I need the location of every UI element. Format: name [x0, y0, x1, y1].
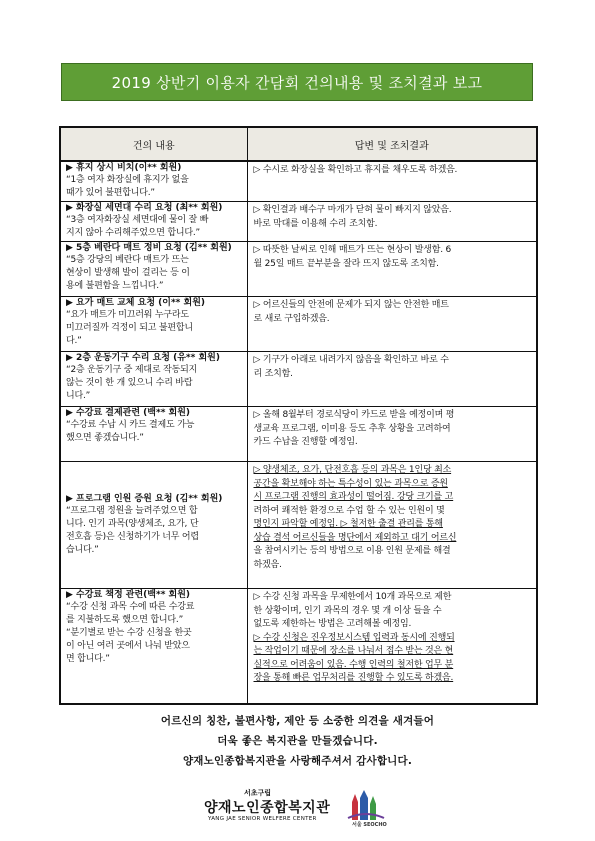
answer-line: ▷ 수강 신청 과목을 무제한에서 10개 과목으로 제한: [253, 592, 452, 602]
request-line: “2층 운동기구 중 제대로 작동되지: [66, 365, 198, 375]
answer-line: 바로 막대를 이용해 수리 조치함.: [253, 218, 378, 229]
answer-text: [254, 464, 533, 572]
request-line: “3층 여자화장실 세면대에 물이 잘 빠: [66, 215, 209, 225]
answer-line: 하겠음.: [253, 559, 282, 570]
request-line: 니다.”: [66, 391, 91, 401]
answer-line: 로 새로 구입하겠음.: [253, 313, 330, 324]
request-line: 때가 있어 불편합니다.”: [66, 188, 155, 198]
answer-line: ▷ 양생체조, 요가, 단전호흡 등의 과목은 1인당 최소: [253, 465, 452, 475]
answer-text: [254, 204, 533, 231]
answer-text: [254, 164, 533, 178]
request-cell: [60, 407, 247, 462]
request-title: ▶ 5층 베란다 매트 정비 요청 (김** 회원): [66, 243, 232, 253]
answer-line: ▷ 수시로 화장실을 확인하고 휴지를 채우도록 하겠음.: [253, 165, 458, 175]
logo-name: 양재노인종합복지관: [204, 800, 331, 816]
request-line: 용에 불편함을 느낍니다.”: [66, 281, 164, 291]
footer-line-3: 양재노인종합복지관을 사랑해주셔서 감사합니다.: [182, 755, 413, 767]
request-line: 를 지불하도록 했으면 합니다.”: [66, 615, 184, 625]
answer-line: 카드 수납을 진행할 예정임.: [253, 437, 358, 447]
page-title: 2019 상반기 이용자 간담회 건의내용 및 조치결과 보고: [61, 63, 533, 101]
answer-line: ▷ 기구가 아래로 내려가지 않음을 확인하고 바로 수: [253, 355, 449, 365]
answer-cell: [247, 589, 537, 704]
request-line: 전호흡 등)은 신청하기가 너무 어렵: [66, 531, 199, 542]
table-row: [60, 297, 537, 352]
request-line: 않는 것이 한 개 있으니 수리 바랍: [66, 378, 193, 388]
request-title: ▶ 휴지 상시 비치(이** 회원): [66, 163, 182, 173]
answer-cell: [247, 297, 537, 352]
request-cell: [60, 202, 247, 242]
request-body: [66, 214, 243, 240]
request-line: 습니다.”: [66, 544, 99, 555]
answer-line: 는 작업이기 때문에 장소를 나눠서 접수 받는 것은 현: [253, 646, 454, 656]
request-cell: [60, 161, 247, 202]
table-row: [60, 242, 537, 297]
request-line: 했으면 좋겠습니다.”: [66, 433, 144, 443]
request-title: ▶ 2층 운동기구 수리 요청 (유** 회원): [66, 353, 220, 363]
answer-line: 생교육 프로그램, 이미용 등도 추후 상황을 고려하여: [253, 423, 451, 434]
request-cell: [60, 462, 247, 589]
request-cell: [60, 589, 247, 704]
table-row: [60, 161, 537, 202]
request-line: “수강료 수납 시 카드 결제도 가능: [66, 420, 195, 430]
logo-subtitle: 서초구립: [244, 789, 272, 797]
answer-text: [254, 591, 533, 686]
request-line: “1층 여자 화장실에 휴지가 없을: [66, 175, 189, 185]
answer-line: ▷ 올해 8월부터 경로식당이 카드로 받을 예정이며 평: [253, 410, 455, 420]
request-body: [66, 601, 243, 666]
table-row: [60, 407, 537, 462]
footer-line-2: 더욱 좋은 복지관을 만들겠습니다.: [217, 735, 378, 747]
request-body: [66, 309, 243, 348]
request-cell: [60, 242, 247, 297]
request-line: 면 합니다.”: [66, 654, 110, 664]
table-row: [60, 202, 537, 242]
answer-cell: [247, 407, 537, 462]
answer-line: 없도록 제한하는 방법은 고려해볼 예정임.: [253, 619, 412, 629]
answer-cell: [247, 161, 537, 202]
answer-text: [254, 354, 533, 381]
table-row: [60, 462, 537, 589]
request-body: [66, 254, 243, 293]
request-cell: [60, 297, 247, 352]
request-body: [66, 505, 243, 557]
answer-text: [254, 409, 533, 450]
answer-line: 월 25일 매트 끝부분을 잘라 뜨지 않도록 조치함.: [253, 258, 439, 269]
request-title: ▶ 프로그램 인원 증원 요청 (김** 회원): [66, 493, 223, 504]
center-logo: [200, 786, 400, 830]
answer-line: 한 상황이며, 인기 과목의 경우 몇 개 이상 들을 수: [253, 605, 442, 616]
answer-line: 려하여 쾌적한 환경으로 수업 할 수 있는 인원이 몇: [253, 505, 445, 516]
footer-line-1: 어르신의 칭찬, 불편사항, 제안 등 소중한 의견을 새겨들어: [160, 715, 435, 727]
report-table: [59, 126, 538, 705]
answer-cell: [247, 462, 537, 589]
answer-line: ▷ 어르신들의 안전에 문제가 되지 않는 안전한 매트: [253, 300, 449, 310]
answer-text: [254, 244, 533, 271]
request-title: ▶ 수강료 결제관련 (백** 회원): [66, 408, 191, 418]
answer-cell: [247, 352, 537, 407]
request-line: 지지 않아 수리해주었으면 합니다.”: [66, 228, 201, 238]
request-line: 다.”: [66, 336, 82, 346]
answer-cell: [247, 202, 537, 242]
answer-line: 상습 결석 어르신들을 명단에서 제외하고 대기 어르신: [253, 532, 457, 543]
answer-cell: [247, 242, 537, 297]
answer-text: [254, 299, 533, 326]
request-title: ▶ 수강료 책정 관련(백** 회원): [66, 590, 191, 600]
answer-line: 리 조치함.: [253, 368, 293, 379]
logo-seocho-text: 서울 SEOCHO: [352, 822, 387, 828]
header-answer: 답변 및 조치결과: [247, 127, 537, 161]
answer-line: 장을 통해 빠른 업무처리를 진행할 수 있도록 하겠음.: [253, 673, 454, 683]
seocho-emblem-icon: [346, 788, 386, 822]
request-line: “분기별로 받는 수강 신청을 한곳: [66, 628, 192, 638]
request-cell: [60, 352, 247, 407]
request-line: “5층 강당의 베란다 매트가 뜨는: [66, 255, 189, 265]
request-line: 니다. 인기 과목(양생체조, 요가, 단: [66, 518, 199, 529]
request-body: [66, 364, 243, 403]
request-body: [66, 419, 243, 445]
logo-english-name: YANG JAE SENIOR WELFERE CENTER: [208, 816, 317, 822]
answer-line: 공간을 확보해야 하는 특수성이 있는 과목으로 증원: [253, 478, 448, 489]
table-row: [60, 352, 537, 407]
header-request: 건의 내용: [60, 127, 247, 161]
request-title: ▶ 화장실 세면대 수리 요청 (최** 회원): [66, 203, 223, 213]
request-title: ▶ 요가 매트 교체 요청 (이** 회원): [66, 298, 205, 308]
answer-line: 시 프로그램 진행의 효과성이 떨어짐. 강당 크기를 고: [253, 492, 454, 502]
answer-line: 명인지 파악할 예정임. ▷ 철저한 출결 관리를 통해: [253, 519, 443, 529]
request-body: [66, 174, 243, 200]
answer-line: ▷ 수강 신청은 진우정보시스템 입력과 동시에 진행되: [253, 632, 455, 643]
request-line: 현상이 발생해 발이 걸리는 등 이: [66, 268, 190, 278]
answer-line: ▷ 확인결과 배수구 마개가 닫혀 물이 빠지지 않았음.: [253, 205, 452, 215]
request-line: 이 아닌 여러 곳에서 나눠 받았으: [66, 641, 190, 651]
answer-line: 을 참여시키는 등의 방법으로 이용 인원 문제를 해결: [253, 546, 451, 556]
table-header-row: [60, 127, 537, 161]
table-row: [60, 589, 537, 704]
request-line: “프로그램 정원을 늘려주었으면 합: [66, 505, 198, 516]
request-line: 미끄러질까 걱정이 되고 불편합니: [66, 323, 193, 333]
answer-line: ▷ 따뜻한 날씨로 인해 매트가 뜨는 현상이 발생함. 6: [253, 245, 452, 255]
answer-line: 실적으로 어려움이 있음. 수행 인력의 철저한 업무 분: [253, 659, 454, 670]
request-line: “요가 매트가 미끄러워 누구라도: [66, 310, 189, 320]
request-line: “수강 신청 과목 수에 따른 수강료: [66, 602, 195, 612]
